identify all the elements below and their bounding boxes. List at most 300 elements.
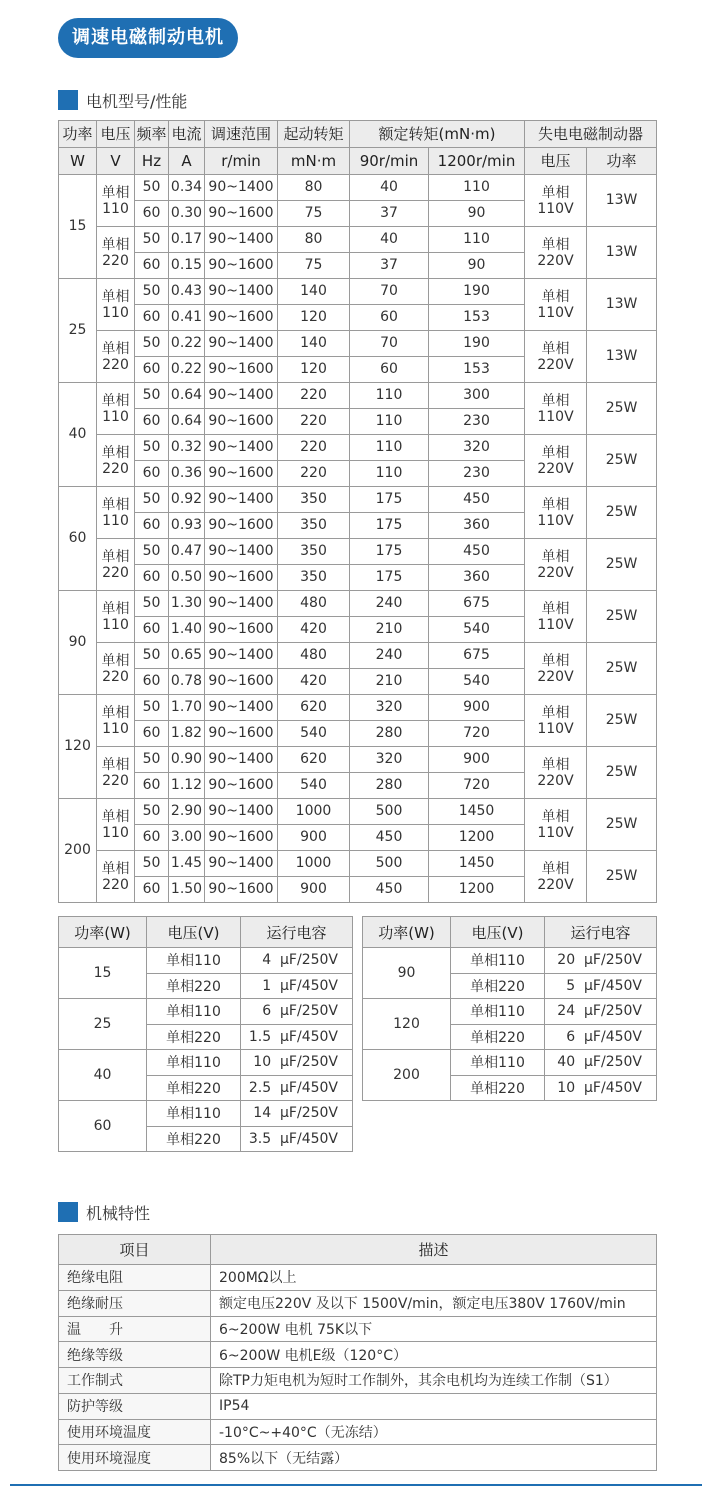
freq-cell: 60 (135, 201, 169, 227)
cap-power-cell: 200 (363, 1050, 451, 1101)
torque-90-cell: 210 (350, 617, 429, 643)
cap-value-cell: 2.5 μF/450V (241, 1075, 353, 1101)
torque-90-cell: 60 (350, 305, 429, 331)
voltage-cell (97, 695, 135, 747)
cell-line-1: 单相 (101, 288, 130, 305)
section-header-mech (58, 1200, 150, 1224)
cell-line-1: 单相 (101, 704, 130, 721)
power-cell: 15 (59, 175, 97, 279)
start-torque-cell: 120 (278, 357, 350, 383)
hdr-range-unit: r/min (205, 148, 278, 175)
torque-90-cell: 280 (350, 773, 429, 799)
brake-voltage-cell (525, 747, 587, 799)
hdr-rated-1200: 1200r/min (429, 148, 525, 175)
start-torque-cell: 75 (278, 253, 350, 279)
freq-cell: 60 (135, 773, 169, 799)
cell-line-2: 110 (102, 720, 129, 737)
current-cell: 0.36 (169, 461, 205, 487)
freq-cell: 60 (135, 565, 169, 591)
start-torque-cell: 480 (278, 643, 350, 669)
cap-hdr-capacitor: 运行电容 (545, 917, 657, 948)
freq-cell: 50 (135, 279, 169, 305)
cell-line-1: 单相 (541, 496, 570, 513)
voltage-cell (97, 331, 135, 383)
cap-value-cell: 24 μF/250V (545, 999, 657, 1025)
power-cell: 25 (59, 279, 97, 383)
start-torque-cell: 540 (278, 773, 350, 799)
power-cell: 200 (59, 799, 97, 903)
range-cell: 90~1400 (205, 539, 278, 565)
hdr-power-unit: W (59, 148, 97, 175)
torque-90-cell: 320 (350, 695, 429, 721)
torque-1200-cell: 230 (429, 461, 525, 487)
torque-1200-cell: 720 (429, 773, 525, 799)
mech-item-cell: 使用环境温度 (59, 1419, 211, 1445)
current-cell: 0.64 (169, 409, 205, 435)
power-cell: 120 (59, 695, 97, 799)
freq-cell: 60 (135, 253, 169, 279)
hdr-rated-torque: 额定转矩(mN·m) (350, 121, 525, 148)
torque-90-cell: 175 (350, 565, 429, 591)
cell-line-1: 单相 (101, 860, 130, 877)
brake-voltage-cell (525, 799, 587, 851)
torque-90-cell: 110 (350, 461, 429, 487)
range-cell: 90~1400 (205, 591, 278, 617)
hdr-brake-voltage: 电压 (525, 148, 587, 175)
torque-1200-cell: 1450 (429, 851, 525, 877)
brake-power-cell: 25W (587, 591, 657, 643)
cell-line-1: 单相 (541, 288, 570, 305)
cell-line-1: 单相 (541, 444, 570, 461)
cell-line-1: 单相 (541, 756, 570, 773)
range-cell: 90~1600 (205, 253, 278, 279)
cap-hdr-power: 功率(W) (59, 917, 147, 948)
mech-item-cell: 工作制式 (59, 1368, 211, 1394)
voltage-cell (97, 799, 135, 851)
table-row (59, 539, 657, 565)
table-row (59, 1265, 657, 1291)
start-torque-cell: 350 (278, 565, 350, 591)
cell-line-2: 220V (537, 252, 574, 269)
range-cell: 90~1600 (205, 617, 278, 643)
start-torque-cell: 120 (278, 305, 350, 331)
voltage-cell (97, 539, 135, 591)
cell-line-2: 220V (537, 876, 574, 893)
torque-1200-cell: 320 (429, 435, 525, 461)
current-cell: 1.82 (169, 721, 205, 747)
power-cell: 90 (59, 591, 97, 695)
table-row (59, 1445, 657, 1471)
freq-cell: 50 (135, 383, 169, 409)
cell-line-2: 220V (537, 772, 574, 789)
torque-90-cell: 210 (350, 669, 429, 695)
start-torque-cell: 75 (278, 201, 350, 227)
cap-voltage-cell: 单相110 (451, 999, 545, 1025)
start-torque-cell: 900 (278, 825, 350, 851)
cap-value-cell: 14 μF/250V (241, 1101, 353, 1127)
cell-line-2: 110V (537, 824, 574, 841)
cap-value-cell: 5 μF/450V (545, 973, 657, 999)
cap-value-cell: 20 μF/250V (545, 948, 657, 974)
range-cell: 90~1600 (205, 773, 278, 799)
brake-voltage-cell (525, 851, 587, 903)
range-cell: 90~1600 (205, 565, 278, 591)
mech-desc-cell: IP54 (211, 1393, 657, 1419)
current-cell: 0.64 (169, 383, 205, 409)
brake-power-cell: 25W (587, 747, 657, 799)
torque-1200-cell: 540 (429, 617, 525, 643)
freq-cell: 60 (135, 669, 169, 695)
cap-voltage-cell: 单相110 (451, 948, 545, 974)
current-cell: 3.00 (169, 825, 205, 851)
hdr-power: 功率 (59, 121, 97, 148)
cell-line-1: 单相 (101, 652, 130, 669)
cap-voltage-cell: 单相110 (147, 948, 241, 974)
cell-line-2: 220V (537, 668, 574, 685)
brake-voltage-cell (525, 591, 587, 643)
table-row (59, 279, 657, 305)
freq-cell: 50 (135, 487, 169, 513)
current-cell: 0.15 (169, 253, 205, 279)
cap-voltage-cell: 单相220 (147, 1075, 241, 1101)
start-torque-cell: 220 (278, 409, 350, 435)
cap-value-cell: 4 μF/250V (241, 948, 353, 974)
cell-line-1: 单相 (101, 444, 130, 461)
brake-voltage-cell (525, 539, 587, 591)
freq-cell: 50 (135, 643, 169, 669)
start-torque-cell: 480 (278, 591, 350, 617)
hdr-freq: 频率 (135, 121, 169, 148)
range-cell: 90~1600 (205, 357, 278, 383)
torque-90-cell: 37 (350, 201, 429, 227)
freq-cell: 50 (135, 591, 169, 617)
cap-power-cell: 15 (59, 948, 147, 999)
torque-1200-cell: 153 (429, 357, 525, 383)
range-cell: 90~1600 (205, 669, 278, 695)
torque-1200-cell: 675 (429, 643, 525, 669)
start-torque-cell: 620 (278, 747, 350, 773)
torque-90-cell: 60 (350, 357, 429, 383)
cell-line-2: 110V (537, 616, 574, 633)
range-cell: 90~1400 (205, 383, 278, 409)
mech-item-cell: 绝缘等级 (59, 1342, 211, 1368)
cap-hdr-voltage: 电压(V) (451, 917, 545, 948)
torque-90-cell: 500 (350, 851, 429, 877)
voltage-cell (97, 383, 135, 435)
torque-1200-cell: 300 (429, 383, 525, 409)
cap-voltage-cell: 单相110 (147, 1101, 241, 1127)
hdr-start-torque-unit: mN·m (278, 148, 350, 175)
cell-line-1: 单相 (541, 600, 570, 617)
current-cell: 0.65 (169, 643, 205, 669)
cell-line-1: 单相 (541, 392, 570, 409)
cell-line-2: 110V (537, 720, 574, 737)
table-row (59, 175, 657, 201)
torque-90-cell: 450 (350, 825, 429, 851)
current-cell: 0.30 (169, 201, 205, 227)
section-title: 电机型号/性能 (86, 91, 188, 111)
hdr-current-unit: A (169, 148, 205, 175)
torque-90-cell: 70 (350, 279, 429, 305)
torque-90-cell: 175 (350, 539, 429, 565)
brake-voltage-cell (525, 331, 587, 383)
start-torque-cell: 350 (278, 487, 350, 513)
brake-voltage-cell (525, 487, 587, 539)
table-row (59, 435, 657, 461)
start-torque-cell: 350 (278, 539, 350, 565)
cell-line-1: 单相 (101, 236, 130, 253)
cap-power-cell: 25 (59, 999, 147, 1050)
mech-hdr-desc: 描述 (211, 1235, 657, 1265)
brake-power-cell: 25W (587, 851, 657, 903)
torque-90-cell: 500 (350, 799, 429, 825)
freq-cell: 60 (135, 461, 169, 487)
current-cell: 0.43 (169, 279, 205, 305)
table-row (59, 1342, 657, 1368)
cap-voltage-cell: 单相220 (451, 1075, 545, 1101)
brake-voltage-cell (525, 383, 587, 435)
range-cell: 90~1400 (205, 175, 278, 201)
cap-power-cell: 40 (59, 1050, 147, 1101)
cap-voltage-cell: 单相220 (147, 1126, 241, 1152)
cell-line-2: 220V (537, 460, 574, 477)
start-torque-cell: 420 (278, 617, 350, 643)
section-marker-icon (58, 90, 78, 110)
current-cell: 0.22 (169, 357, 205, 383)
table-row (59, 1393, 657, 1419)
range-cell: 90~1400 (205, 279, 278, 305)
cell-line-1: 单相 (541, 548, 570, 565)
freq-cell: 60 (135, 825, 169, 851)
torque-1200-cell: 720 (429, 721, 525, 747)
torque-1200-cell: 360 (429, 513, 525, 539)
mech-item-cell: 使用环境湿度 (59, 1445, 211, 1471)
freq-cell: 60 (135, 409, 169, 435)
spec-table (58, 120, 657, 903)
cap-voltage-cell: 单相220 (451, 1024, 545, 1050)
brake-power-cell: 25W (587, 799, 657, 851)
current-cell: 0.92 (169, 487, 205, 513)
torque-1200-cell: 540 (429, 669, 525, 695)
mech-desc-cell: 200MΩ以上 (211, 1265, 657, 1291)
cell-line-2: 110 (102, 408, 129, 425)
cap-value-cell: 10 μF/250V (241, 1050, 353, 1076)
table-row (59, 1316, 657, 1342)
range-cell: 90~1600 (205, 305, 278, 331)
table-row (59, 1419, 657, 1445)
brake-power-cell: 25W (587, 695, 657, 747)
range-cell: 90~1400 (205, 851, 278, 877)
cell-line-2: 220 (102, 252, 129, 269)
cell-line-2: 110V (537, 408, 574, 425)
start-torque-cell: 1000 (278, 799, 350, 825)
voltage-cell (97, 487, 135, 539)
mech-item-cell: 绝缘电阻 (59, 1265, 211, 1291)
hdr-freq-unit: Hz (135, 148, 169, 175)
torque-1200-cell: 230 (429, 409, 525, 435)
brake-voltage-cell (525, 279, 587, 331)
brake-power-cell: 13W (587, 175, 657, 227)
table-row (59, 1101, 353, 1127)
voltage-cell (97, 175, 135, 227)
cap-voltage-cell: 单相220 (451, 973, 545, 999)
current-cell: 0.93 (169, 513, 205, 539)
cell-line-2: 220 (102, 772, 129, 789)
torque-90-cell: 320 (350, 747, 429, 773)
table-row (59, 331, 657, 357)
voltage-cell (97, 851, 135, 903)
cap-voltage-cell: 单相110 (147, 1050, 241, 1076)
cap-power-cell: 60 (59, 1101, 147, 1152)
table-row (59, 1290, 657, 1316)
range-cell: 90~1600 (205, 201, 278, 227)
torque-1200-cell: 675 (429, 591, 525, 617)
section-header-spec (58, 88, 187, 112)
power-cell: 40 (59, 383, 97, 487)
current-cell: 0.47 (169, 539, 205, 565)
voltage-cell (97, 643, 135, 695)
current-cell: 0.17 (169, 227, 205, 253)
cap-power-cell: 120 (363, 999, 451, 1050)
capacitor-table-left (58, 916, 353, 1152)
freq-cell: 60 (135, 617, 169, 643)
torque-1200-cell: 360 (429, 565, 525, 591)
range-cell: 90~1400 (205, 331, 278, 357)
range-cell: 90~1600 (205, 513, 278, 539)
range-cell: 90~1600 (205, 877, 278, 903)
start-torque-cell: 220 (278, 435, 350, 461)
freq-cell: 60 (135, 305, 169, 331)
freq-cell: 50 (135, 851, 169, 877)
power-cell: 60 (59, 487, 97, 591)
range-cell: 90~1400 (205, 435, 278, 461)
torque-90-cell: 110 (350, 435, 429, 461)
mech-item-cell: 温 升 (59, 1316, 211, 1342)
start-torque-cell: 350 (278, 513, 350, 539)
table-row (59, 383, 657, 409)
range-cell: 90~1600 (205, 461, 278, 487)
freq-cell: 50 (135, 175, 169, 201)
mech-hdr-item: 项目 (59, 1235, 211, 1265)
cell-line-1: 单相 (101, 184, 130, 201)
freq-cell: 50 (135, 747, 169, 773)
cell-line-2: 220 (102, 564, 129, 581)
torque-1200-cell: 1450 (429, 799, 525, 825)
mech-desc-cell: 除TP力矩电机为短时工作制外，其余电机均为连续工作制（S1） (211, 1368, 657, 1394)
hdr-range: 调速范围 (205, 121, 278, 148)
torque-1200-cell: 1200 (429, 825, 525, 851)
start-torque-cell: 80 (278, 227, 350, 253)
mech-item-cell: 防护等级 (59, 1393, 211, 1419)
brake-power-cell: 13W (587, 331, 657, 383)
range-cell: 90~1600 (205, 409, 278, 435)
cell-line-1: 单相 (541, 184, 570, 201)
cell-line-1: 单相 (541, 704, 570, 721)
cell-line-2: 110V (537, 200, 574, 217)
cell-line-1: 单相 (101, 600, 130, 617)
cap-value-cell: 1 μF/450V (241, 973, 353, 999)
page-title: 调速电磁制动电机 (58, 18, 238, 58)
torque-90-cell: 110 (350, 383, 429, 409)
start-torque-cell: 900 (278, 877, 350, 903)
cell-line-2: 110 (102, 616, 129, 633)
torque-90-cell: 450 (350, 877, 429, 903)
freq-cell: 50 (135, 539, 169, 565)
cap-value-cell: 6 μF/450V (545, 1024, 657, 1050)
cell-line-2: 220 (102, 876, 129, 893)
cell-line-1: 单相 (541, 652, 570, 669)
cell-line-2: 220 (102, 668, 129, 685)
current-cell: 1.50 (169, 877, 205, 903)
mechanical-table (58, 1234, 657, 1471)
table-row (59, 643, 657, 669)
voltage-cell (97, 747, 135, 799)
current-cell: 1.12 (169, 773, 205, 799)
start-torque-cell: 620 (278, 695, 350, 721)
table-row (59, 227, 657, 253)
cell-line-2: 220V (537, 356, 574, 373)
freq-cell: 50 (135, 435, 169, 461)
range-cell: 90~1400 (205, 747, 278, 773)
current-cell: 1.45 (169, 851, 205, 877)
freq-cell: 60 (135, 513, 169, 539)
voltage-cell (97, 227, 135, 279)
cell-line-1: 单相 (101, 756, 130, 773)
cap-value-cell: 6 μF/250V (241, 999, 353, 1025)
table-row (363, 948, 657, 974)
torque-1200-cell: 900 (429, 695, 525, 721)
cap-value-cell: 40 μF/250V (545, 1050, 657, 1076)
range-cell: 90~1400 (205, 487, 278, 513)
voltage-cell (97, 591, 135, 643)
start-torque-cell: 140 (278, 279, 350, 305)
cap-voltage-cell: 单相220 (147, 973, 241, 999)
cap-value-cell: 3.5 μF/450V (241, 1126, 353, 1152)
bottom-divider (10, 1484, 702, 1486)
torque-1200-cell: 450 (429, 487, 525, 513)
torque-1200-cell: 110 (429, 227, 525, 253)
cell-line-1: 单相 (541, 860, 570, 877)
start-torque-cell: 540 (278, 721, 350, 747)
cell-line-1: 单相 (101, 548, 130, 565)
current-cell: 2.90 (169, 799, 205, 825)
voltage-cell (97, 279, 135, 331)
table-row (59, 999, 353, 1025)
brake-power-cell: 25W (587, 643, 657, 695)
torque-90-cell: 175 (350, 513, 429, 539)
torque-90-cell: 40 (350, 227, 429, 253)
mech-desc-cell: 额定电压220V 及以下 1500V/min，额定电压380V 1760V/min (211, 1290, 657, 1316)
current-cell: 0.22 (169, 331, 205, 357)
mech-item-cell: 绝缘耐压 (59, 1290, 211, 1316)
current-cell: 0.90 (169, 747, 205, 773)
range-cell: 90~1400 (205, 643, 278, 669)
brake-voltage-cell (525, 435, 587, 487)
range-cell: 90~1400 (205, 695, 278, 721)
cap-voltage-cell: 单相220 (147, 1024, 241, 1050)
cap-voltage-cell: 单相110 (147, 999, 241, 1025)
cell-line-1: 单相 (101, 808, 130, 825)
cap-value-cell: 10 μF/450V (545, 1075, 657, 1101)
brake-power-cell: 25W (587, 383, 657, 435)
brake-voltage-cell (525, 227, 587, 279)
range-cell: 90~1400 (205, 799, 278, 825)
cap-hdr-power: 功率(W) (363, 917, 451, 948)
mech-desc-cell: 85%以下（无结露） (211, 1445, 657, 1471)
table-row (59, 1368, 657, 1394)
torque-90-cell: 280 (350, 721, 429, 747)
current-cell: 1.70 (169, 695, 205, 721)
